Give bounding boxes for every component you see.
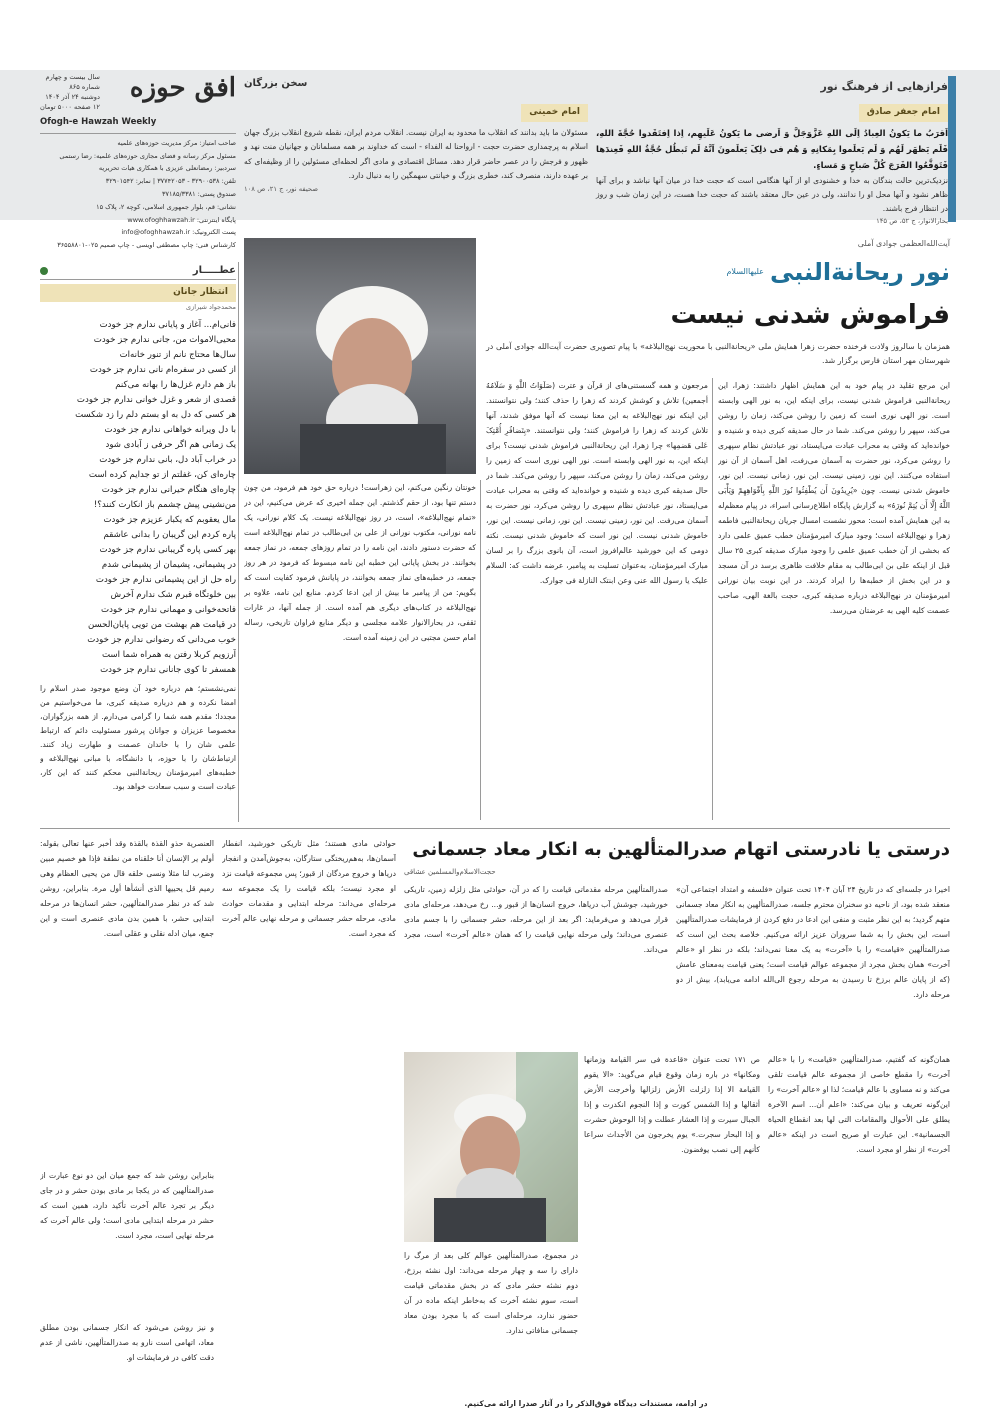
article2-conclusion: در ادامه، مستندات دیدگاه فوق‌الذکر را در آثار صدرا ارائه می‌کنیم. bbox=[464, 1399, 708, 1408]
poem-line: هر کسی که دل به او بستم دلم را زد شکست bbox=[75, 410, 236, 420]
poem-line: من‌نشینی پیش چشمم باز انکارت کنند؟! bbox=[93, 500, 236, 510]
feature-notes-left: نمی‌نشستم؛ هم درباره خود آن وضع موجود صدر اسلام را امضا نکرده و هم درباره صدیقه کبری، ما می‌خواستیم من مجددا؛ مقدم همه شما را گرامی می‌دارم. از همه بزرگواران، مخصوصا عزیزان و جوانان پرشور مسئولیت دائم که ارتباط علمی شان را با خاندان عصمت و طهارت زیاد کنند. ارتباط‌شان را با حوزه، با دانشگاه، با مبانی نهج‌البلاغه و خطبه‌های امیرمؤمنان ریحانة‌النبی محکم کنند که این کار، عبادت است و سبب سعادت خواهد بود. bbox=[40, 684, 236, 791]
portrait-illustration bbox=[244, 238, 476, 474]
credit-line: پست الکترونیک: info@ofoghhawzah.ir bbox=[121, 228, 236, 237]
poem-line: پاره کردم این گریبان را بدانی عاشقم bbox=[103, 530, 236, 540]
credit-line: صندوق پستی: ۳۷۱۸۵/۳۳۸۱ bbox=[161, 189, 236, 198]
elders-label: امام خمینی bbox=[521, 104, 588, 122]
elders-ref: صحیفه نور، ج ۲۱، ص ۱۰۸ bbox=[244, 184, 319, 193]
poem-line: محیی‌الاموات من، جانی ندارم جز خودت bbox=[93, 335, 236, 345]
article2-title: درستی یا نادرستی اتهام صدرالمتألهین به انکار معاد جسمانی bbox=[412, 839, 950, 860]
issue-year: سال بیست و چهارم bbox=[45, 73, 100, 81]
poem-line: در خراب آباد دل، بانی ندارم جز خودت bbox=[99, 455, 236, 465]
attar-icon bbox=[40, 267, 48, 275]
feature-honorific: علیهاالسلام bbox=[726, 267, 764, 276]
issue-number: شماره ۸۶۵ bbox=[69, 83, 100, 91]
poem-line: بین خلوتگاه قبرم شک ندارم آخرش bbox=[110, 590, 236, 600]
poem-line: چاره‌ای هنگام حیرانی ندارم جز خودت bbox=[101, 485, 236, 495]
poem-line: راه حل از این پشیمانی ندارم جز خودت bbox=[95, 575, 236, 585]
masthead-latin: Ofogh-e Hawzah Weekly bbox=[40, 117, 157, 127]
poem-line: با دل ویرانه خواهانی ندارم جز خودت bbox=[104, 425, 236, 435]
article2-intro: اخیرا در جلسه‌ای که در تاریخ ۲۴ آبان ۱۴۰۴ تحت عنوان «فلسفه و امتداد اجتماعی آن» منعقد شده بود، از ناحیه دو سخنران محترم جلسه، صدرالمتألهین به انکار معاد جسمانی متهم گردید؛ به این نظر مثبت و منفی این ادعا در دفع کردن از فرمایشات صدرالمتألهین است، این بخش را به شما سروران عزیز ارائه می‌کنیم. خلاصه بحث این است که صدرالمتألهین «قیامت» را با «آخرت» به یک معنا نمی‌داند؛ بلکه در نظر او «عالم آخرت» همان بخش مجرد از مجموعه عوالم قیامت است؛ یعنی قیامت به‌معنای عامش (که از پایان عالم برزخ تا رسیدن به مرحله رجوع الی‌الله ادامه می‌یابد)، بیش از دو مرحله دارد. bbox=[676, 885, 950, 999]
section-rule bbox=[40, 828, 950, 829]
masthead-issue bbox=[40, 72, 100, 112]
poem-line: سال‌ها محتاج نانم از تنور خانه‌ات bbox=[119, 350, 236, 360]
article2-col-b: همان‌گونه که گفتیم، صدرالمتألهین «قیامت» را با «عالم آخرت» را مقطع خاصی از مجموعه عالم قیامت تلقی می‌کند و نه مساوی با عالم قیامت؛ لذا او «عالم آخرت» را این‌گونه تعریف و بیان می‌کند: «اعلم أن... اسم الآخرة یطلق علی الأحوال والمقامات التی لها بعد انقطاع الحیاة الجسمانیة». این عبارت او صریح است در اینکه «عالم آخرت» از نظر او مجرد است. bbox=[768, 1055, 950, 1154]
article2-header bbox=[404, 836, 950, 876]
poem-line: در پشیمانی، پشیمان از پشیمانی شدم bbox=[101, 560, 236, 570]
attar-author: محمدجواد شیرازی bbox=[185, 302, 236, 311]
article2-col-d: حوادثی مادی هستند؛ مثل تاریکی خورشید، انفطار آسمان‌ها، به‌هم‌ریختگی ستارگان، به‌جوش‌آمدن و انفجار دریاها و خروج مردگان از قبور؛ پس مجموعه قیامت نزد او مجرد نیست؛ بلکه قیامت را یک مجموعه سه مرحله‌ای می‌داند: مرحله ابتدایی و مقدمات حوادث مادی، مرحله حشر جسمانی و مرحله نهایی عالم آخرت که مجرد است. bbox=[222, 839, 396, 938]
attar-title-word: عطـــــار bbox=[192, 265, 236, 276]
masthead-logo: افق حوزه bbox=[129, 73, 236, 103]
masthead-credits bbox=[40, 137, 236, 252]
poem-line: خوب می‌دانی که رضوانی ندارم جز خودت bbox=[87, 635, 236, 645]
attar-poem bbox=[40, 318, 236, 678]
feature-col1: این مرجع تقلید در پیام خود به این همایش اظهار داشتند: زهرا، این ریحانة‌النبی فراموش شدنی نیست، برای اینکه این، به نور الهی وابسته است. نور الهی نوری است که زمین را روشن می‌کند، زمان را روشن می‌کند، سپهر را روشن می‌کند. شما در حال صدیقه کبری دیده و شنیده و خوانده‌اید که وقتی به محراب عبادت می‌ایستاد، نور عبادتش نظام سپهری را روشن می‌کرد، نور حضرت به آسمان می‌رفت، اهل آسمان از آن نور استفاده می‌کنند. این نور، زمینی نیست. این نور، زمانی نیست. این نور، خاموش شدنی نیست. چون «یُرِیدُونَ أَن یُطْفِئُوا نُورَ اللَّهِ بِأَفْوَاهِهِمْ وَیَأْبَی اللَّهُ إِلَّا أَن یُتِمَّ نُورَهُ» به گزارش پایگاه اطلاع‌رسانی اسراء، در پیام معظم‌له به این همایش آمده است: محور نشست امسال جریان ریحانة‌النبی فاطمه زهرا و نهج‌البلاغه است؛ وجود مبارک امیرمؤمنان خطب عمیق علمی دارد که بخشی از آن خطب عمیق علمی را وجود مبارک صدیقه کبری ۲۵ سال قبل از اینکه علی بن ابی‌طالب به مقام خلافت ظاهری برسد در آن مسجد و در این بخش از خطبه‌ها را ایراد کردند. در این نوبت بیان نورانی امیرمؤمنان در نهج‌البلاغه درباره صدیقه کبری، حجت بالغة الهی، صاحب عصمت کلیه الهی به عرضتان می‌رسد. bbox=[718, 381, 950, 615]
article2-col-h: و نیز روشن می‌شود که انکار جسمانی بودن مطلق معاد، اتهامی است نارو به صدرالمتألهین، ناشی از عدم دقت کافی در فرمایشات او. bbox=[40, 1323, 214, 1362]
poem-line: بهر کسی پاره گریبانی ندارم جز خودت bbox=[99, 545, 236, 555]
hadith-accent bbox=[948, 76, 956, 222]
poem-line: مال یعقوبم که یکبار عزیزم جز خودت bbox=[103, 515, 236, 525]
credit-line: نشانی: قم، بلوار جمهوری اسلامی، کوچه ۲، پلاک ۱۵ bbox=[96, 202, 236, 211]
column-rule bbox=[712, 378, 713, 820]
poem-line: چاره‌ای کن، غفلتم از تو جدایم کرده است bbox=[88, 470, 236, 480]
feature-lead: همزمان با سالروز ولادت فرخنده حضرت زهرا همایش ملی «ریحانة‌النبی با محوریت نهج‌البلاغه» با پیام تصویری حضرت آیت‌الله جوادی آملی در شهرستان مهر استان فارس برگزار شد. bbox=[486, 342, 950, 365]
column-rule bbox=[480, 480, 481, 820]
poem-line: در قیامت هم بهشت من تویی پایان‌الحسن bbox=[87, 620, 236, 630]
poem-line: باز هم دارم غزل‌ها را بهانه می‌کنم bbox=[115, 380, 236, 390]
issue-date: دوشنبه ۲۴ آذر ۱۴۰۴ bbox=[45, 93, 100, 101]
credit-line: صاحب امتیاز: مرکز مدیریت حوزه‌های علمیه bbox=[117, 138, 236, 147]
poem-line: فاتحه‌خوانی و مهمانی ندارم جز خودت bbox=[101, 605, 236, 615]
elders-body: مسئولان ما باید بدانند که انقلاب ما محدود به ایران نیست. انقلاب مردم ایران، نقطه شروع انقلاب بزرگ جهان اسلام به پرچمداری حضرت حجت - ارواحنا له الفداء - است که خداوند بر همه مسلمانان و جهانیان منت نهد و ظهور و فرجش را در عصر حاضر قرار دهد. مسائل اقتصادی و مادی اگر لحظه‌ای مسئولین را از وظیفه‌ای که بر عهده دارند، منصرف کند، خطری بزرگ و خیانتی سهمگین را به دنبال دارد. bbox=[244, 127, 588, 180]
article2-col-e: العنصریة حذو القذة بالقذة وقد أخبر عنها تعالی بقوله: أولم یر الإنسان أنا خلقناه من نطفة فإذا هو خصیم مبین وضرب لنا مثلا ونسی خلقه قال من یحیی العظام وهی رمیم قل یحییها الذی أنشأها أول مرة. بنابراین، روشن شد که در نظر صدرالمتألهین، حشر انسان‌ها در مرحله ابتدایی حشر، با همین بدن مادی عنصری است و این جمع، میان ادله نقلی و عقلی است. bbox=[40, 839, 214, 938]
issue-price: ۱۲ صفحه ۵۰۰۰ تومان bbox=[40, 103, 100, 111]
attar-title: انتظار جانان bbox=[40, 284, 236, 302]
poem-line: یک زمانی هم اگر حرفی ز آبادی شود bbox=[105, 440, 236, 450]
author-illustration bbox=[404, 1052, 578, 1242]
elders-header: سخن بزرگان bbox=[244, 78, 308, 89]
attar-title-box bbox=[40, 284, 236, 314]
credit-line: مسئول مرکز رسانه و فضای مجازی حوزه‌های علمیه: رضا رستمی bbox=[59, 151, 236, 160]
credit-line: سردبیر: رمضانعلی عزیزی با همکاری هیات تحریریه bbox=[98, 164, 236, 173]
feature-col2: مرجعون و همه گسستنی‌های از قرآن و عترت (صَلَوَاتُ اللَّهِ وَ سَلَامُهُ أجمعین) تلاش و کوشش کردند که زهرا را حذف کنند؛ ولی نتوانستند. این اینکه نور نهج‌البلاغه به این معنا نیست که آنها موفق شدند، آنها تلاش کردند که زهرا را فراموش کنند؛ ولی نتوانستند. «بِتَضافُرِ أُمَّتِکَ عَلی هَضمِها» چرا زهرا، این ریحانة‌النبی فراموش شدنی نیست؟ برای اینکه این، به نور الهی وابسته است. نور الهی نوری است که زمین را روشن می‌کند، زمان را روشن می‌کند، سپهر را روشن می‌کند. شما در حال صدیقه کبری دیده و شنیده و خوانده‌اید که وقتی به محراب عبادت می‌ایستاد، نور عبادتش نظام سپهری را روشن می‌کرد، نور حضرت به آسمان می‌رفت. این نور، زمینی نیست. این نور، زمانی نیست. این نور، خاموش شدنی نیست. این نور است که خاموش شدنی نیست. نکته دومی که این خورشید عالم‌افروز است، آن بانوی بزرگ را بر لسان مبارک امیرمؤمنان، به‌عنوان تسلیت به پیامبر، عرضه داشت که: السلام علیک یا رسول الله عنی وعن ابنتک النازلة فی جوارک. bbox=[486, 381, 708, 585]
feature-col3: خونتان رنگین می‌کنم، این زهراست! درباره حق خود هم فرمود، من چون دستم تنها بود، از حقم گذشتم. این جمله اخیری که عرض می‌کنیم، این در «تمام نهج‌البلاغه»، است، در روز نهج‌البلاغه نیست. یک کلام نورانی، یک نامه نورانی، مکتوب نورانی از علی بن ابی‌طالب در تمام نهج‌البلاغه است که حضرت دستور دادند، این نامه را در تمام روزهای جمعه، در نماز جمعه بخوانند. در بخش پایانی این خطبه این نامه مبسوط که فرمود در هر روز جمعه، در خطبه‌های نماز جمعه بخوانند، در پایانش فرمود کفایت است که بگویم: من از پیامبر ما بیش از این ادعا کردم. منابع این نامه، علاوه بر نهج‌البلاغه در کتاب‌های دیگری هم آمده است. از جمله آنها، در غارات ثقفی، در بحارالانوار علامه مجلسی و دیگر منابع فراوان تاریخی، رساله امام حسن مجتبی در این زمینه آمده است. bbox=[244, 483, 476, 642]
hadith-arabic: اَقرَبُ ما یَکونُ العِبادُ اِلَی اللهِ عَزَّوَجَلَّ وَ اَرضی ما یَکونُ عَلَیهِم، اِذا اِفتَقَدوا حُجَّةَ اللهِ، فَلَم یَظهَر لَهُم وَ لَم یَعلَموا بِمَکانِهِ وَ هُم فی ذلِکَ یَعلَمونَ اَنَّهُ لَم تَبطُل حُجَّةُ اللهِ فَعِندَها فَتَوَقَّعُوا الفَرَجَ کُلَّ صَباحٍ وَ مَساءٍ. bbox=[596, 128, 948, 171]
article2-col-c: ص ۱۷۱ تحت عنوان «قاعدة فی سر القیامة وزمانها ومکانها» در باره زمان وقوع قیام می‌گوید: «الا یقوم القیامة الا إذا زلزلت الأرض زلزالها وأخرجت الأرض أثقالها و إذا الشمس کورت و إذا النجوم انکدرت و إذا الجبال سیرت و إذا العشار عطلت و إذا الوحوش حشرت و إذا البحار سجرت.» یوم یخرجون من الأجداث سراعا کأنهم إلی نصب یوفضون. bbox=[584, 1055, 760, 1154]
article2-author: حجت‌الاسلام‌والمسلمین عشاقی bbox=[404, 868, 496, 876]
credit-line: تلفن: ۳۲۹۰۰۵۳۸ - ۳۷۷۴۲۰۵۳ | نمابر: ۳۲۹۰۱۵۴۲ bbox=[105, 177, 236, 186]
author-photo bbox=[404, 1052, 578, 1242]
hadith-source-label: امام جعفر صادق bbox=[859, 104, 948, 122]
article2-col-a: صدرالمتألهین مرحله مقدماتی قیامت را که در آن، حوادثی مثل زلزله زمین، تاریکی خورشید، جوشش آب دریاها، خروج انسان‌ها از قبور و... رخ می‌دهد، مرحله‌ای مادی قرار می‌دهد و می‌فرماید: اگر بعد از این مرحله، حشر جسمانی را با جسم مادی عنصری می‌داند؛ ولی مرحله نهایی قیامت را که همان «عالم آخرت» است، مجرد می‌داند. bbox=[404, 885, 668, 954]
poem-line: قصدی از شعر و غزل خوانی ندارم جز خودت bbox=[76, 395, 236, 405]
hadith-logo: فرازهایی از فرهنگ نور bbox=[820, 79, 948, 93]
hadith-persian: نزدیک‌ترین حالت بندگان به خدا و خشنودی او از آنها هنگامی است که حجت خدا در میان آنها نباشد و برای آنها ظاهر نشود و آنها محل او را ندانند، ولی در عین حال معتقد باشند که حجت خدا هست، در این زمان شب و روز در انتظار فرج باشند. bbox=[596, 175, 948, 213]
hadith-box bbox=[596, 76, 948, 226]
portrait-photo bbox=[244, 238, 476, 474]
hadith-ref: بحارالانوار، ج ۵۲، ص ۱۴۵ bbox=[876, 216, 948, 225]
article2-col-f: در مجموع، صدرالمتألهین عوالم کلی بعد از مرگ را دارای را سه و چهار مرحله می‌داند: اول نشئه برزخ، دوم نشئه حشر مادی که در بخش مقدماتی قیامت است، سوم نشئه آخرت که به‌خاطر اینکه ماده در آن حضور ندارد، مرحله‌ای است که با مجرد بودن معاد جسمانی منافاتی ندارد. bbox=[404, 1251, 578, 1335]
poem-line: همسفر تا کوی جانانی ندارم جز خودت bbox=[100, 665, 236, 675]
poem-line: از کسی در سفره‌ام نانی ندارم جز خودت bbox=[89, 365, 236, 375]
column-rule bbox=[238, 262, 239, 822]
article2-col-g: بنابراین روشن شد که جمع میان این دو نوع عبارت از صدرالمتألهین که در یکجا بر مادی بودن حشر و در جای دیگر بر تجرد عالم آخرت تأکید دارد، همین است که حشر در مرحله ابتدایی مادی است؛ ولی عالم آخرت که مرحله نهایی است، مجرد است. bbox=[40, 1171, 214, 1240]
elders-box bbox=[244, 76, 588, 226]
feature-kicker: آیت‌الله‌العظمی جوادی آملی bbox=[857, 239, 950, 248]
credit-line: پایگاه اینترنتی: www.ofoghhawzah.ir bbox=[127, 215, 236, 224]
feature-title2: فراموش شدنی نیست bbox=[670, 300, 950, 330]
feature-title1: نور ریحانة‌النبی bbox=[769, 258, 950, 286]
credit-line: کارشناس فنی: چاپ مصطفی اویسی - چاپ صمیم ۰۲۵-۳۶۵۵۸۸۰۱ bbox=[57, 241, 236, 250]
poem-line: فانی‌ام... آغاز و پایانی ندارم جز خودت bbox=[99, 320, 236, 330]
poem-line: آرزویم کربلا رفتن به همراه شما است bbox=[101, 650, 236, 660]
